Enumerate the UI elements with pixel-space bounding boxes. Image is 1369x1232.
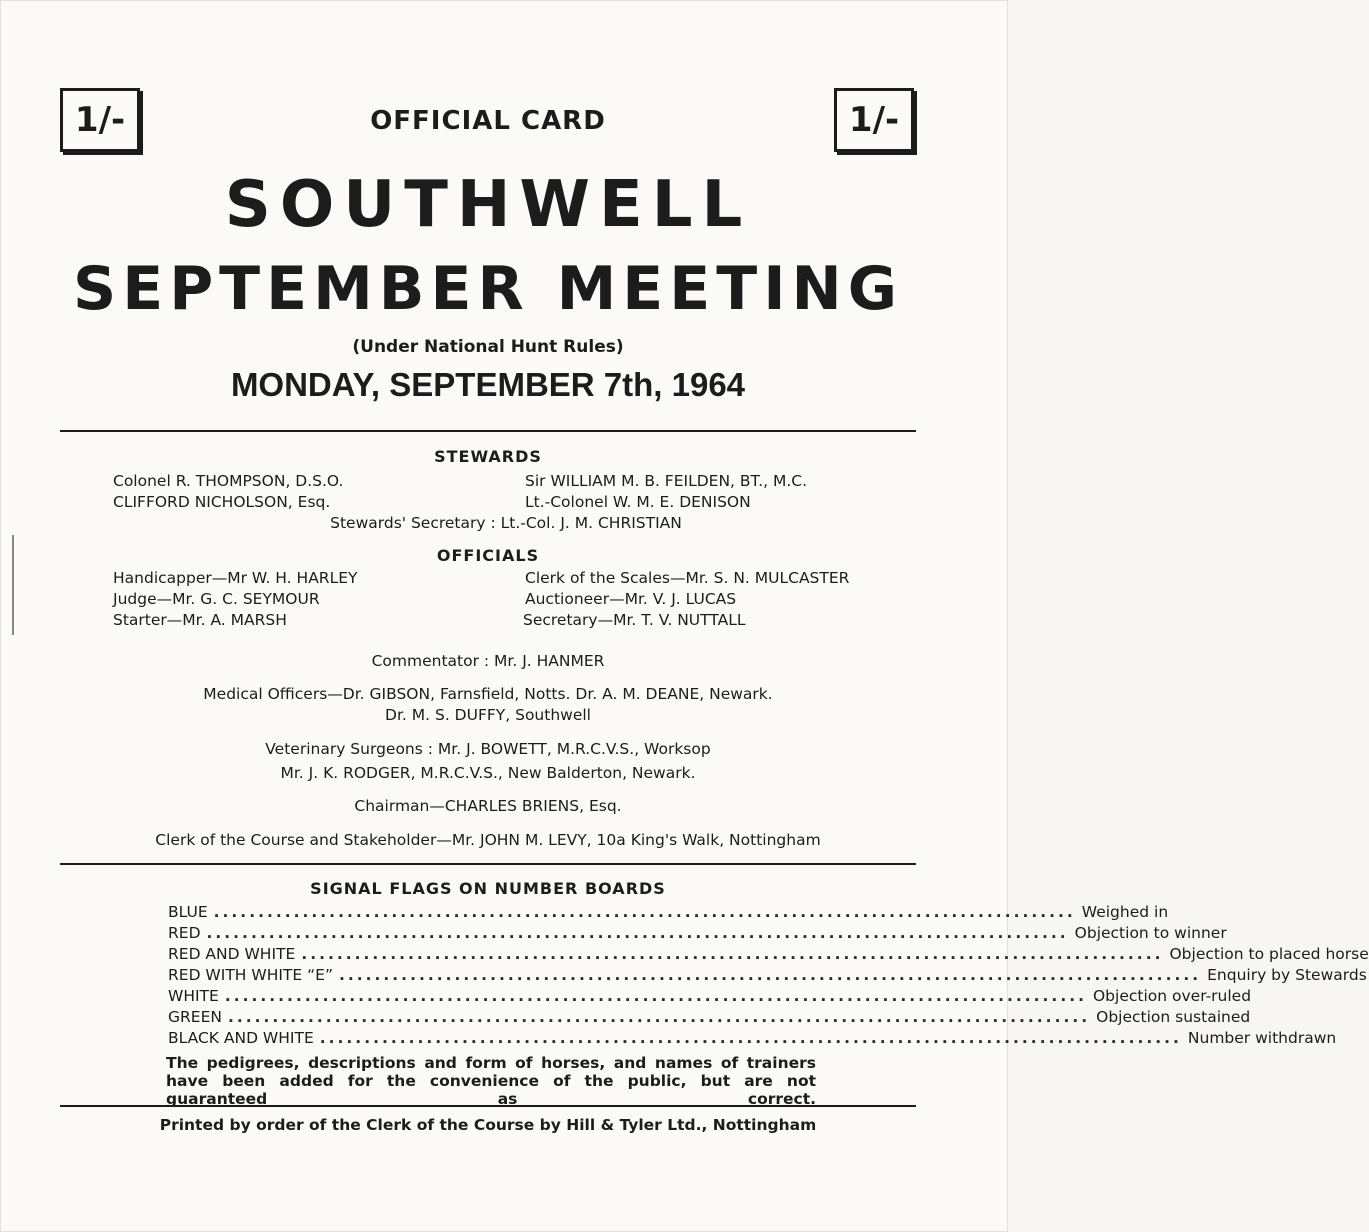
divider-bottom — [60, 1105, 916, 1107]
flag-color: RED AND WHITE — [168, 945, 296, 963]
flag-meaning: Number withdrawn — [1187, 1029, 1337, 1047]
flag-row — [168, 945, 1369, 966]
vets-line2: Mr. J. K. RODGER, M.R.C.V.S., New Balderton, Newark. — [280, 764, 696, 782]
meeting-date: MONDAY, SEPTEMBER 7th, 1964 — [230, 366, 746, 403]
rules-note: (Under National Hunt Rules) — [352, 337, 624, 357]
steward-left-1: Colonel R. THOMPSON, D.S.O. — [113, 472, 344, 490]
official-right-1: Clerk of the Scales—Mr. S. N. MULCASTER — [525, 569, 850, 587]
steward-right-1: Sir WILLIAM M. B. FEILDEN, BT., M.C. — [525, 472, 807, 490]
official-left-2: Judge—Mr. G. C. SEYMOUR — [113, 590, 320, 608]
official-left-1: Handicapper—Mr W. H. HARLEY — [113, 569, 358, 587]
leader-dots: ................................................................................................. — [301, 945, 1164, 963]
stewards-secretary: Stewards' Secretary : Lt.-Col. J. M. CHRISTIAN — [330, 514, 682, 532]
flag-row — [168, 987, 1252, 1008]
title-september-meeting: SEPTEMBER MEETING — [73, 254, 903, 324]
printer-credit: Printed by order of the Clerk of the Course by Hill & Tyler Ltd., Nottingham — [159, 1116, 817, 1134]
flag-row — [168, 903, 1169, 924]
official-left-3: Starter—Mr. A. MARSH — [113, 611, 287, 629]
disclaimer: The pedigrees, descriptions and form of horses, and names of trainers have been added for the convenience of the public, but are not guaranteed as correct. — [166, 1054, 816, 1108]
steward-right-2: Lt.-Colonel W. M. E. DENISON — [525, 493, 751, 511]
steward-left-2: CLIFFORD NICHOLSON, Esq. — [113, 493, 331, 511]
medical-officers-line2: Dr. M. S. DUFFY, Southwell — [385, 706, 591, 724]
flag-color: WHITE — [168, 987, 219, 1005]
flag-row — [168, 1008, 1251, 1029]
flag-color: BLUE — [168, 903, 208, 921]
flag-row — [168, 1029, 1337, 1050]
divider-top — [60, 430, 916, 432]
flag-color: BLACK AND WHITE — [168, 1029, 314, 1047]
clerk-of-course: Clerk of the Course and Stakeholder—Mr. JOHN M. LEVY, 10a King's Walk, Nottingham — [155, 831, 821, 849]
divider-middle — [60, 863, 916, 865]
stewards-heading: STEWARDS — [434, 447, 542, 466]
price-box-left: 1/- — [60, 88, 140, 152]
flag-row — [168, 924, 1227, 945]
official-right-3: Secretary—Mr. T. V. NUTTALL — [523, 611, 746, 629]
flag-color: RED WITH WHITE “E” — [168, 966, 333, 984]
flag-color: GREEN — [168, 1008, 222, 1026]
vets-line1: Veterinary Surgeons : Mr. J. BOWETT, M.R.C.V.S., Worksop — [265, 740, 711, 758]
title-southwell: SOUTHWELL — [224, 168, 752, 242]
flag-meaning: Objection over-ruled — [1092, 987, 1252, 1005]
flag-row — [168, 966, 1367, 987]
leader-dots: ................................................................................................. — [206, 924, 1069, 942]
flag-meaning: Objection sustained — [1096, 1008, 1251, 1026]
leader-dots: ................................................................................................. — [224, 987, 1087, 1005]
signal-flags-heading: SIGNAL FLAGS ON NUMBER BOARDS — [310, 879, 666, 898]
leader-dots: ................................................................................................. — [227, 1008, 1091, 1026]
medical-officers-line1: Medical Officers—Dr. GIBSON, Farnsfield, Notts. Dr. A. M. DEANE, Newark. — [203, 685, 773, 703]
signal-flags-list — [168, 903, 1369, 1050]
flag-meaning: Objection to placed horse — [1169, 945, 1369, 963]
flag-meaning: Weighed in — [1081, 903, 1169, 921]
commentator: Commentator : Mr. J. HANMER — [371, 652, 605, 670]
chairman: Chairman—CHARLES BRIENS, Esq. — [354, 797, 622, 815]
official-right-2: Auctioneer—Mr. V. J. LUCAS — [525, 590, 737, 608]
official-card-label: OFFICIAL CARD — [370, 106, 606, 136]
officials-heading: OFFICIALS — [436, 546, 540, 565]
price-box-right: 1/- — [834, 88, 914, 152]
flag-meaning: Enquiry by Stewards — [1207, 966, 1367, 984]
leader-dots: ................................................................................................. — [213, 903, 1076, 921]
flag-color: RED — [168, 924, 201, 942]
flag-meaning: Objection to winner — [1074, 924, 1227, 942]
leader-dots: ................................................................................................. — [338, 966, 1202, 984]
leader-dots: ................................................................................................. — [319, 1029, 1182, 1047]
